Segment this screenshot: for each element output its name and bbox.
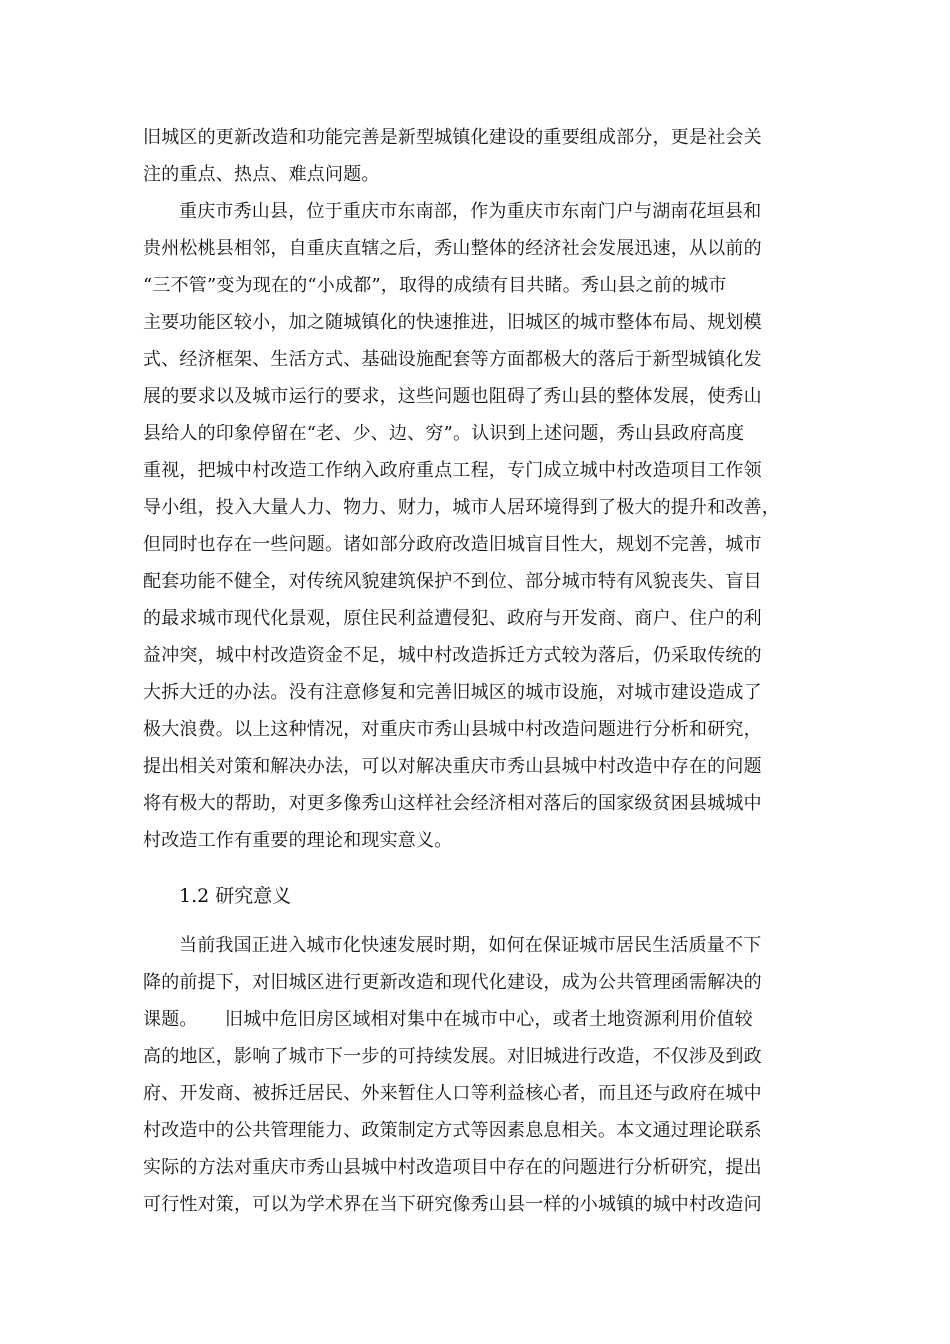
paragraph-3-line-1: 当前我国正进入城市化快速发展时期，如何在保证城市居民生活质量不下 [179, 935, 762, 956]
section-heading: 1.2 研究意义 [179, 885, 292, 907]
paragraph-2-line-4: 主要功能区较小，加之随城镇化的快速推进，旧城区的城市整体布局、规划模 [143, 312, 762, 333]
paragraph-2-line-6: 展的要求以及城市运行的要求，这些问题也阻碍了秀山县的整体发展，使秀山 [143, 386, 762, 407]
paragraph-2-line-3: “三不管”变为现在的“小成都”，取得的成绩有目共睹。秀山县之前的城市 [143, 275, 727, 296]
paragraph-2-line-14: 大拆大迁的办法。没有注意修复和完善旧城区的城市设施，对城市建设造成了 [143, 682, 762, 703]
paragraph-2-line-18: 村改造工作有重要的理论和现实意义。 [143, 830, 453, 851]
paragraph-3-line-7: 实际的方法对重庆市秀山县城中村改造项目中存在的问题进行分析研究，提出 [143, 1157, 762, 1178]
paragraph-2-line-7: 县给人的印象停留在“老、少、边、穷”。认识到上述问题，秀山县政府高度 [143, 423, 745, 444]
paragraph-2-line-17: 将有极大的帮助，对更多像秀山这样社会经济相对落后的国家级贫困县城城中 [143, 793, 762, 814]
paragraph-3-line-5: 府、开发商、被拆迁居民、外来暂住人口等利益核心者，而且还与政府在城中 [143, 1083, 762, 1104]
paragraph-2-line-5: 式、经济框架、生活方式、基础设施配套等方面都极大的落后于新型城镇化发 [143, 349, 762, 370]
paragraph-2-line-13: 益冲突，城中村改造资金不足，城中村改造拆迁方式较为落后，仍采取传统的 [143, 645, 762, 666]
paragraph-1-line-2: 注的重点、热点、难点问题。 [143, 164, 380, 185]
paragraph-3-line-6: 村改造中的公共管理能力、政策制定方式等因素息息相关。本文通过理论联系 [143, 1120, 762, 1141]
paragraph-3-line-4: 高的地区，影响了城市下一步的可持续发展。对旧城进行改造，不仅涉及到政 [143, 1046, 762, 1067]
paragraph-1-line-1: 旧城区的更新改造和功能完善是新型城镇化建设的重要组成部分，更是社会关 [143, 127, 762, 148]
paragraph-2-line-1: 重庆市秀山县，位于重庆市东南部，作为重庆市东南门户与湖南花垣县和 [179, 201, 762, 222]
paragraph-3-line-3: 课题。 旧城中危旧房区域相对集中在城市中心，或者土地资源利用价值较 [143, 1009, 753, 1030]
paragraph-2-line-2: 贵州松桃县相邻，自重庆直辖之后，秀山整体的经济社会发展迅速，从以前的 [143, 238, 762, 259]
paragraph-2-line-9: 导小组，投入大量人力、物力、财力，城市人居环境得到了极大的提升和改善， [143, 497, 780, 518]
paragraph-3-line-2: 降的前提下，对旧城区进行更新改造和现代化建设，成为公共管理函需解决的 [143, 972, 762, 993]
paragraph-2-line-11: 配套功能不健全，对传统风貌建筑保护不到位、部分城市特有风貌丧失、盲目 [143, 571, 762, 592]
paragraph-2-line-10: 但同时也存在一些问题。诸如部分政府改造旧城盲目性大，规划不完善，城市 [143, 534, 762, 555]
paragraph-2-line-12: 的最求城市现代化景观，原住民利益遭侵犯、政府与开发商、商户、住户的利 [143, 608, 762, 629]
paragraph-2-line-16: 提出相关对策和解决办法，可以对解决重庆市秀山县城中村改造中存在的问题 [143, 756, 762, 777]
paragraph-3-line-8: 可行性对策，可以为学术界在当下研究像秀山县一样的小城镇的城中村改造问 [143, 1194, 762, 1215]
paragraph-2-line-15: 极大浪费。以上这种情况，对重庆市秀山县城中村改造问题进行分析和研究， [143, 719, 762, 740]
paragraph-2-line-8: 重视，把城中村改造工作纳入政府重点工程，专门成立城中村改造项目工作领 [143, 460, 762, 481]
